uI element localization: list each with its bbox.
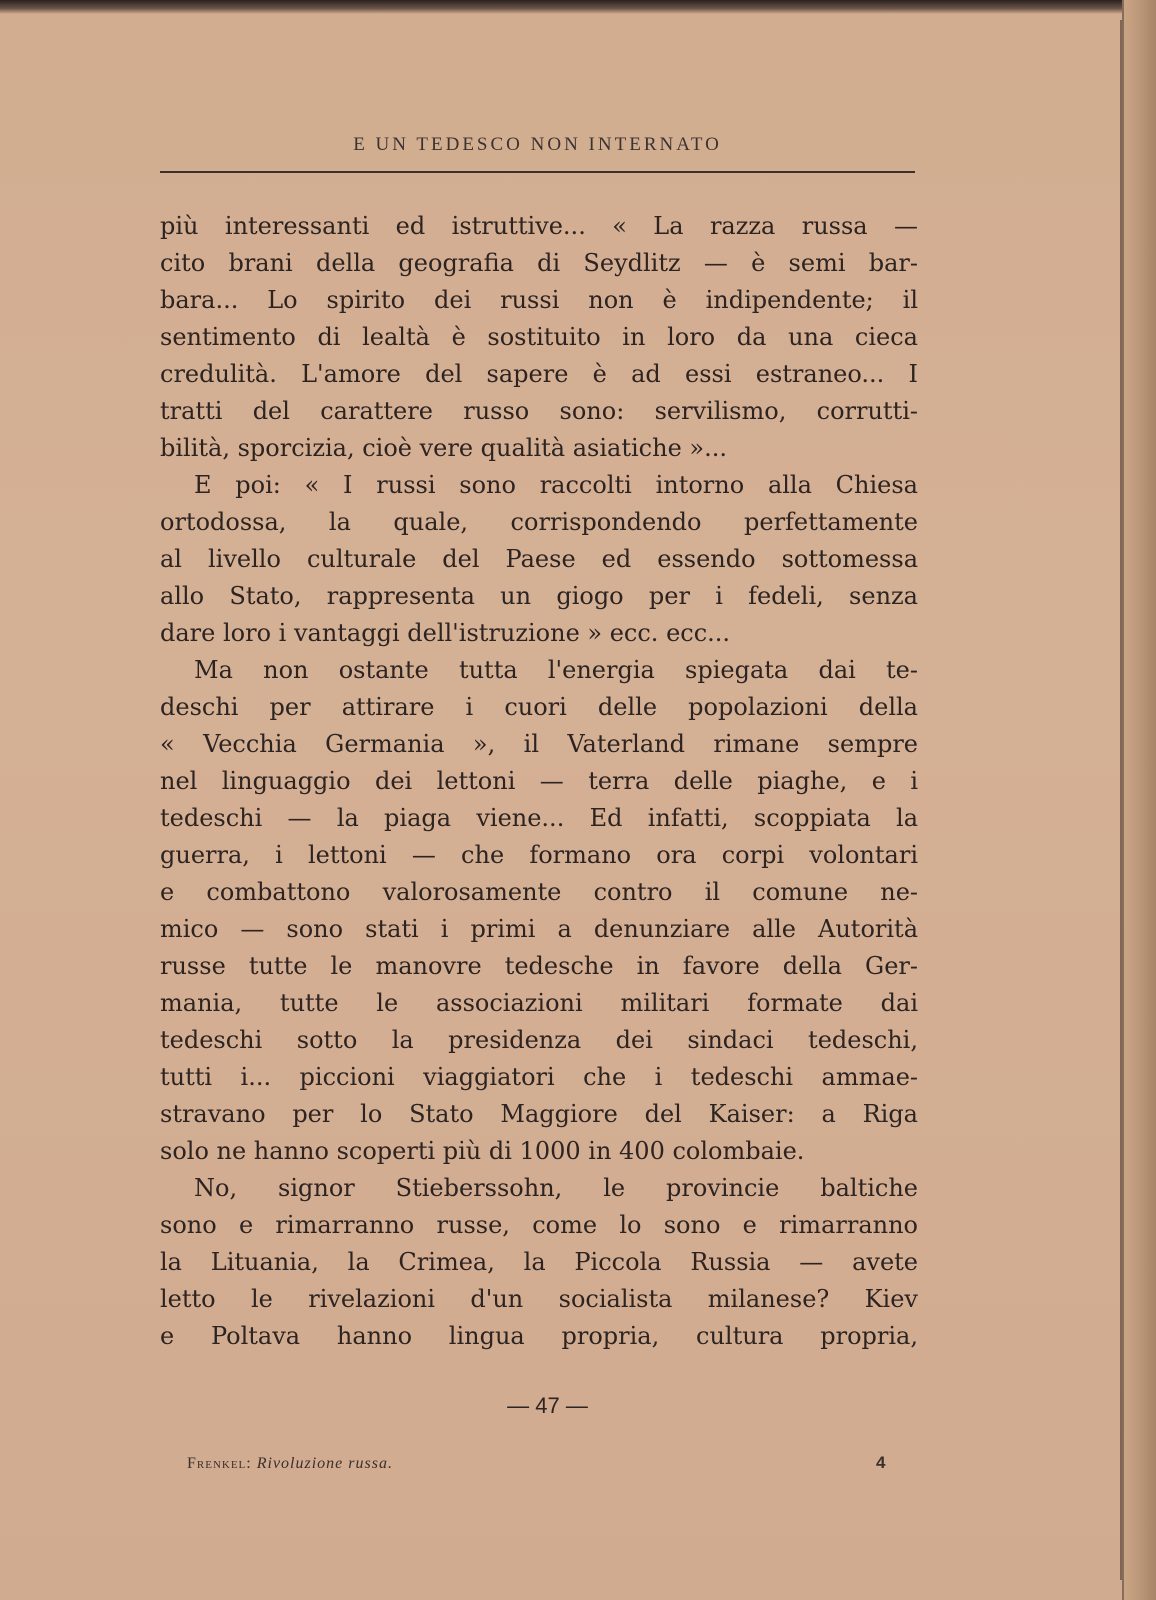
text-line: tedeschi sotto la presidenza dei sindaci tedeschi,	[160, 1026, 918, 1054]
text-line: cito brani della geografia di Seydlitz — è semi bar-	[160, 249, 918, 277]
page-right-edge	[1122, 0, 1156, 1600]
text-line: allo Stato, rappresenta un giogo per i fedeli, senza	[160, 582, 918, 610]
text-line: stravano per lo Stato Maggiore del Kaiser: a Riga	[160, 1100, 918, 1128]
header-rule	[160, 171, 915, 173]
text-line: nel linguaggio dei lettoni — terra delle piaghe, e i	[160, 767, 918, 795]
footer-signature: 4	[876, 1453, 886, 1472]
text-line: e combattono valorosamente contro il comune ne-	[160, 878, 918, 906]
text-line: deschi per attirare i cuori delle popolazioni della	[160, 693, 918, 721]
text-line: E poi: « I russi sono raccolti intorno alla Chiesa	[194, 471, 918, 499]
footer-citation	[187, 1455, 393, 1473]
text-line: letto le rivelazioni d'un socialista milanese? Kiev	[160, 1285, 918, 1313]
text-line: Ma non ostante tutta l'energia spiegata dai te-	[194, 656, 918, 684]
text-line: credulità. L'amore del sapere è ad essi estraneo... I	[160, 360, 918, 388]
footer-author: Frenkel:	[187, 1455, 252, 1472]
text-line: sentimento di lealtà è sostituito in loro da una cieca	[160, 323, 918, 351]
running-head: E UN TEDESCO NON INTERNATO	[353, 134, 722, 155]
text-line: bilità, sporcizia, cioè vere qualità asiatiche »...	[160, 434, 727, 462]
text-line: dare loro i vantaggi dell'istruzione » ecc. ecc...	[160, 619, 731, 647]
text-line: russe tutte le manovre tedesche in favore della Ger-	[160, 952, 918, 980]
text-line: più interessanti ed istruttive... « La razza russa —	[160, 212, 918, 240]
page-top-edge	[0, 0, 1156, 14]
text-line: mania, tutte le associazioni militari formate dai	[160, 989, 918, 1017]
binding-fold	[1120, 20, 1122, 1580]
text-line: tedeschi — la piaga viene... Ed infatti, scoppiata la	[160, 804, 918, 832]
text-line: e Poltava hanno lingua propria, cultura propria,	[160, 1322, 918, 1350]
text-line: al livello culturale del Paese ed essendo sottomessa	[160, 545, 918, 573]
text-line: No, signor Stieberssohn, le provincie baltiche	[194, 1174, 918, 1202]
text-line: « Vecchia Germania », il Vaterland rimane sempre	[160, 730, 918, 758]
page-number: — 47 —	[507, 1393, 588, 1418]
text-line: solo ne hanno scoperti più di 1000 in 400 colombaie.	[160, 1137, 805, 1165]
text-line: ortodossa, la quale, corrispondendo perfettamente	[160, 508, 918, 536]
text-line: mico — sono stati i primi a denunziare alle Autorità	[160, 915, 918, 943]
text-line: tutti i... piccioni viaggiatori che i tedeschi ammae-	[160, 1063, 918, 1091]
footer-title: Rivoluzione russa.	[256, 1455, 393, 1472]
text-line: la Lituania, la Crimea, la Piccola Russia — avete	[160, 1248, 918, 1276]
text-line: tratti del carattere russo sono: servilismo, corrutti-	[160, 397, 918, 425]
text-line: bara... Lo spirito dei russi non è indipendente; il	[160, 286, 918, 314]
text-line: guerra, i lettoni — che formano ora corpi volontari	[160, 841, 918, 869]
body-text	[160, 208, 918, 1355]
text-line: sono e rimarranno russe, come lo sono e rimarranno	[160, 1211, 918, 1239]
